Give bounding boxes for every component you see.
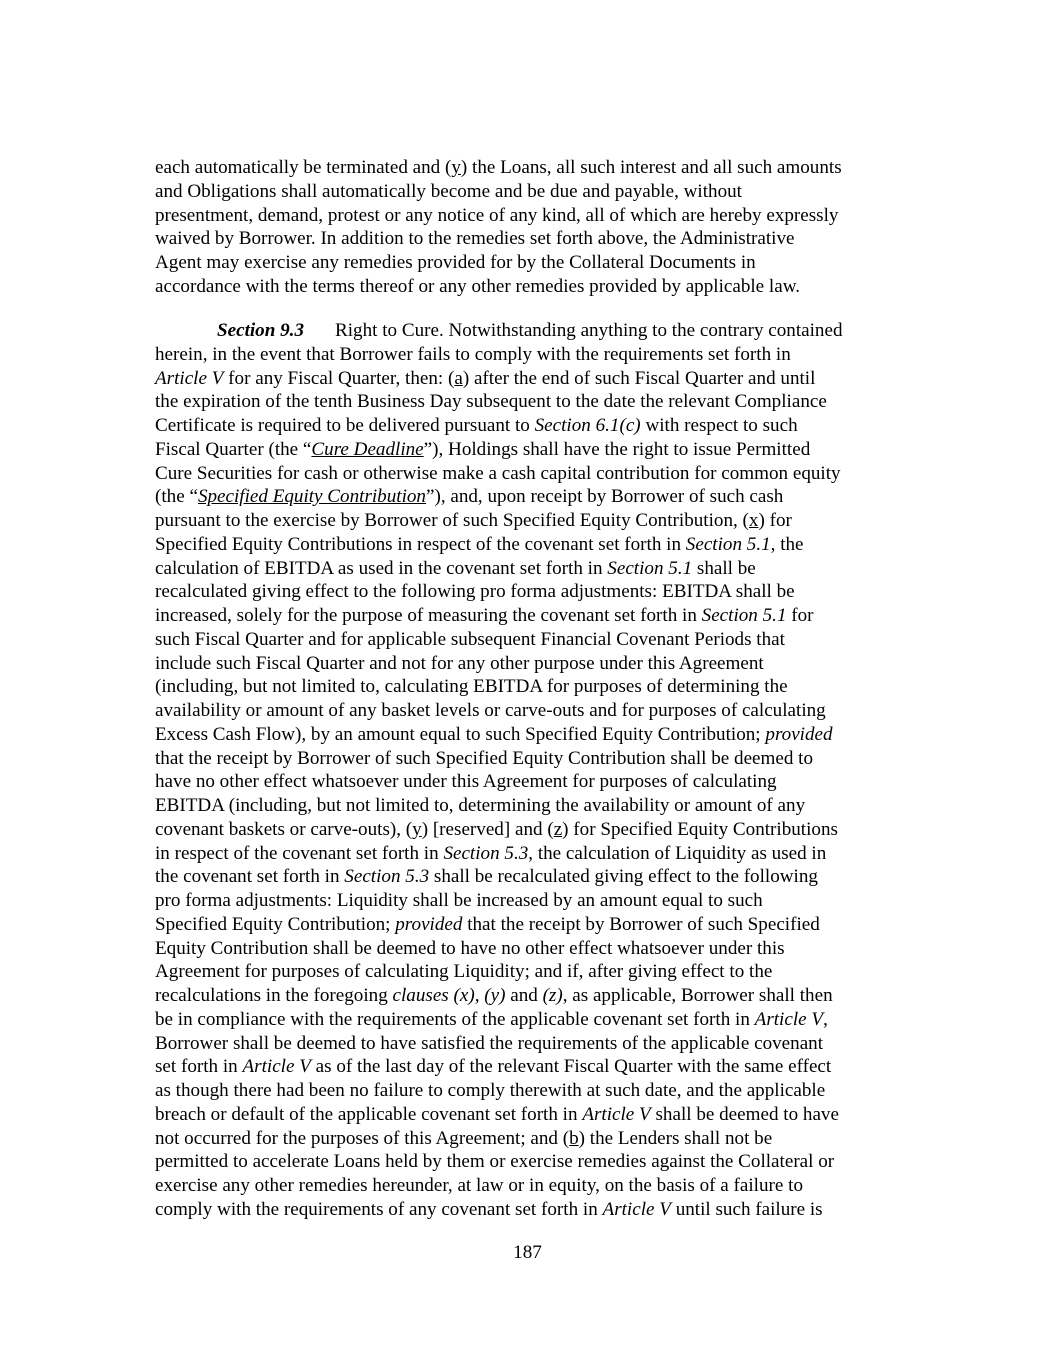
- text-line: that the receipt by Borrower of such Specified Equity Contribution shall be deemed to: [155, 747, 814, 769]
- text-line: in respect of the covenant set forth in Section 5.3, the calculation of Liquidity as used in: [155, 842, 827, 864]
- text-line: pursuant to the exercise by Borrower of such Specified Equity Contribution, (x) for: [155, 510, 792, 531]
- text-line: (the “Specified Equity Contribution”), and, upon receipt by Borrower of such cash: [155, 486, 784, 508]
- text-line: recalculations in the foregoing clauses (x), (y) and (z), as applicable, Borrower shall then: [155, 985, 833, 1006]
- text-line: Excess Cash Flow), by an amount equal to such Specified Equity Contribution; provided: [155, 723, 833, 745]
- text-line: (including, but not limited to, calculating EBITDA for purposes of determining the: [155, 676, 788, 698]
- text-line: increased, solely for the purpose of measuring the covenant set forth in Section 5.1 for: [155, 605, 814, 626]
- clause-reference: (z): [542, 985, 563, 1006]
- text-line: permitted to accelerate Loans held by them or exercise remedies against the Collateral or: [155, 1151, 835, 1173]
- text-line: and Obligations shall automatically become and be due and payable, without: [155, 180, 742, 202]
- text-line: not occurred for the purposes of this Agreement; and (b) the Lenders shall not be: [155, 1127, 773, 1149]
- paragraph-section-9-3: [155, 319, 905, 1222]
- article-reference: Article V: [602, 1198, 671, 1220]
- section-reference: Section 5.1: [685, 533, 771, 555]
- text-line: comply with the requirements of any covenant set forth in Article V until such failure is: [155, 1198, 823, 1220]
- text-line: be in compliance with the requirements of the applicable covenant set forth in Article V,: [155, 1008, 828, 1030]
- text-line: pro forma adjustments: Liquidity shall be increased by an amount equal to such: [155, 890, 763, 911]
- text-line: include such Fiscal Quarter and not for any other purpose under this Agreement: [155, 652, 764, 674]
- text-line: Specified Equity Contributions in respect of the covenant set forth in Section 5.1, the: [155, 533, 804, 555]
- text-line: Agent may exercise any remedies provided for by the Collateral Documents in: [155, 252, 756, 273]
- text-line: set forth in Article V as of the last day of the relevant Fiscal Quarter with the same effect: [155, 1056, 832, 1078]
- text-line: Agreement for purposes of calculating Liquidity; and if, after giving effect to the: [155, 961, 773, 983]
- section-title: Right to Cure.: [335, 320, 444, 341]
- text-line: the covenant set forth in Section 5.3 shall be recalculated giving effect to the following: [155, 866, 818, 888]
- article-reference: Article V: [155, 367, 224, 389]
- text-line: breach or default of the applicable covenant set forth in Article V shall be deemed to have: [155, 1103, 839, 1125]
- defined-term: Cure Deadline: [311, 438, 424, 460]
- clause-marker: z: [553, 818, 563, 840]
- page-number: 187: [513, 1242, 542, 1263]
- article-reference: Article V: [754, 1008, 824, 1030]
- text-line: calculation of EBITDA as used in the covenant set forth in Section 5.1 shall be: [155, 557, 756, 579]
- text-line: the expiration of the tenth Business Day subsequent to the date the relevant Compliance: [155, 391, 827, 413]
- section-reference: Section 5.1: [607, 557, 693, 579]
- proviso-term: provided: [765, 723, 833, 745]
- clause-marker: y: [412, 818, 422, 840]
- section-reference: Section 5.3: [443, 842, 529, 864]
- text-line: Equity Contribution shall be deemed to have no other effect whatsoever under this: [155, 937, 785, 959]
- article-reference: Article V: [582, 1103, 651, 1125]
- text-line: have no other effect whatsoever under this Agreement for purposes of calculating: [155, 771, 777, 793]
- text-line: each automatically be terminated and (y) the Loans, all such interest and all such amounts: [155, 157, 842, 178]
- text-line: EBITDA (including, but not limited to, determining the availability or amount of any: [155, 795, 806, 816]
- clause-reference: clauses (x), (y): [392, 985, 506, 1006]
- text-line: exercise any other remedies hereunder, at law or in equity, on the basis of a failure to: [155, 1175, 803, 1196]
- clause-marker: x: [748, 510, 759, 531]
- clause-marker: a: [454, 367, 463, 389]
- clause-marker: y: [451, 157, 461, 178]
- text-line: covenant baskets or carve-outs), (y) [reserved] and (z) for Specified Equity Contributions: [155, 818, 838, 840]
- text-line: Section 9.3 Right to Cure. Notwithstanding anything to the contrary contained: [217, 320, 843, 341]
- section-number: Section 9.3: [217, 320, 304, 341]
- defined-term: Specified Equity Contribution: [197, 486, 426, 508]
- clause-marker: b: [569, 1127, 579, 1149]
- text-line: as though there had been no failure to comply therewith at such date, and the applicable: [155, 1080, 826, 1101]
- article-reference: Article V: [242, 1056, 311, 1078]
- text-line: waived by Borrower. In addition to the remedies set forth above, the Administrative: [155, 228, 795, 250]
- proviso-term: provided: [395, 913, 463, 935]
- text-line: Fiscal Quarter (the “Cure Deadline”), Holdings shall have the right to issue Permitted: [155, 438, 811, 460]
- text-line: Specified Equity Contribution; provided that the receipt by Borrower of such Specified: [155, 913, 820, 935]
- section-reference: Section 5.3: [344, 866, 430, 888]
- section-reference: Section 6.1(c): [534, 415, 641, 436]
- text-line: Cure Securities for cash or otherwise make a cash capital contribution for common equity: [155, 462, 841, 484]
- text-line: Article V for any Fiscal Quarter, then: (a) after the end of such Fiscal Quarter and until: [155, 367, 816, 389]
- text-line: availability or amount of any basket levels or carve-outs and for purposes of calculating: [155, 700, 826, 721]
- text-line: Borrower shall be deemed to have satisfied the requirements of the applicable covenant: [155, 1032, 824, 1054]
- text-line: accordance with the terms thereof or any other remedies provided by applicable law.: [155, 275, 801, 297]
- text-line: such Fiscal Quarter and for applicable subsequent Financial Covenant Periods that: [155, 628, 785, 650]
- text-line: Certificate is required to be delivered pursuant to Section 6.1(c) with respect to such: [155, 415, 798, 436]
- paragraph-remedies: [155, 156, 905, 299]
- section-reference: Section 5.1: [701, 605, 787, 626]
- text-line: recalculated giving effect to the following pro forma adjustments: EBITDA shall be: [155, 581, 795, 603]
- text-line: herein, in the event that Borrower fails to comply with the requirements set forth in: [155, 343, 791, 365]
- text-line: presentment, demand, protest or any notice of any kind, all of which are hereby expressly: [155, 204, 839, 226]
